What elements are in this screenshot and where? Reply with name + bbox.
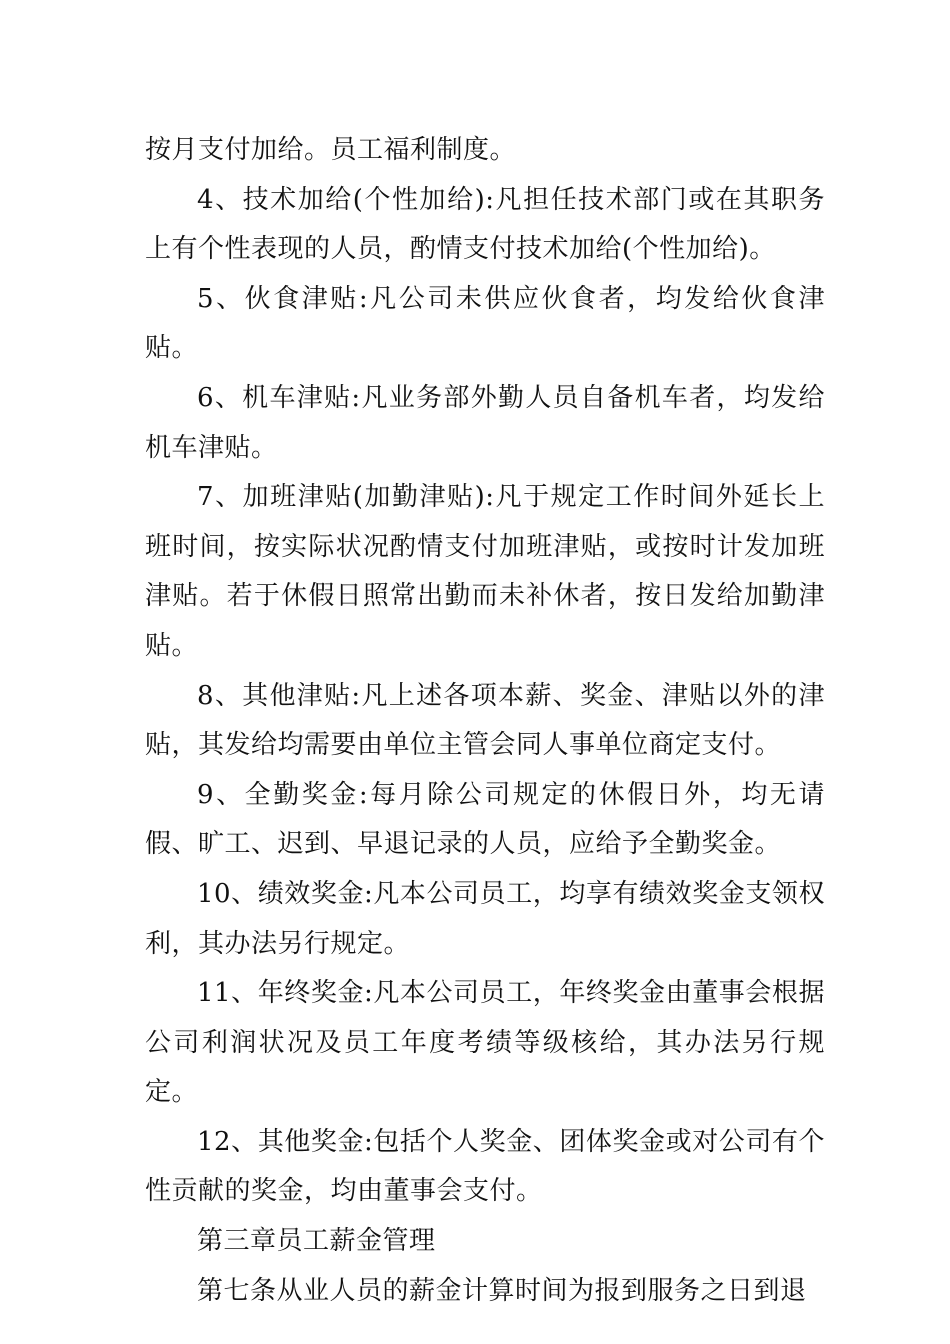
paragraph-article-seven: 第七条从业人员的薪金计算时间为报到服务之日到退 xyxy=(197,1275,807,1306)
paragraph-other-bonus: 12、其他奖金:包括个人奖金、团体奖金或对公司有个性贡献的奖金，均由董事会支付。 xyxy=(145,1126,825,1207)
paragraph-year-end-bonus: 11、年终奖金:凡本公司员工，年终奖金由董事会根据公司利润状况及员工年度考绩等级核给，其办法另行规定。 xyxy=(145,978,825,1108)
paragraph-welfare-intro: 按月支付加给。员工福利制度。 xyxy=(145,135,517,165)
paragraph-performance-bonus: 10、绩效奖金:凡本公司员工，均享有绩效奖金支领权利，其办法另行规定。 xyxy=(145,878,825,959)
paragraph-overtime-allowance: 7、加班津贴(加勤津贴):凡于规定工作时间外延长上班时间，按实际状况酌情支付加班津贴，或按时计发加班津贴。若于休假日照常出勤而未补休者，按日发给加勤津贴。 xyxy=(145,482,825,661)
chapter-heading: 第三章员工薪金管理 xyxy=(197,1226,436,1257)
paragraph-other-allowance: 8、其他津贴:凡上述各项本薪、奖金、津贴以外的津贴，其发给均需要由单位主管会同人事单位商定支付。 xyxy=(145,680,825,761)
paragraph-technical-allowance: 4、技术加给(个性加给):凡担任技术部门或在其职务上有个性表现的人员，酌情支付技术加给(个性加给)。 xyxy=(145,184,825,265)
paragraph-attendance-bonus: 9、全勤奖金:每月除公司规定的休假日外，均无请假、旷工、迟到、早退记录的人员，应给予全勤奖金。 xyxy=(145,779,825,860)
paragraph-vehicle-allowance: 6、机车津贴:凡业务部外勤人员自备机车者，均发给机车津贴。 xyxy=(145,382,825,463)
document-body xyxy=(145,126,825,1316)
paragraph-meal-allowance: 5、伙食津贴:凡公司未供应伙食者，均发给伙食津贴。 xyxy=(145,283,825,364)
